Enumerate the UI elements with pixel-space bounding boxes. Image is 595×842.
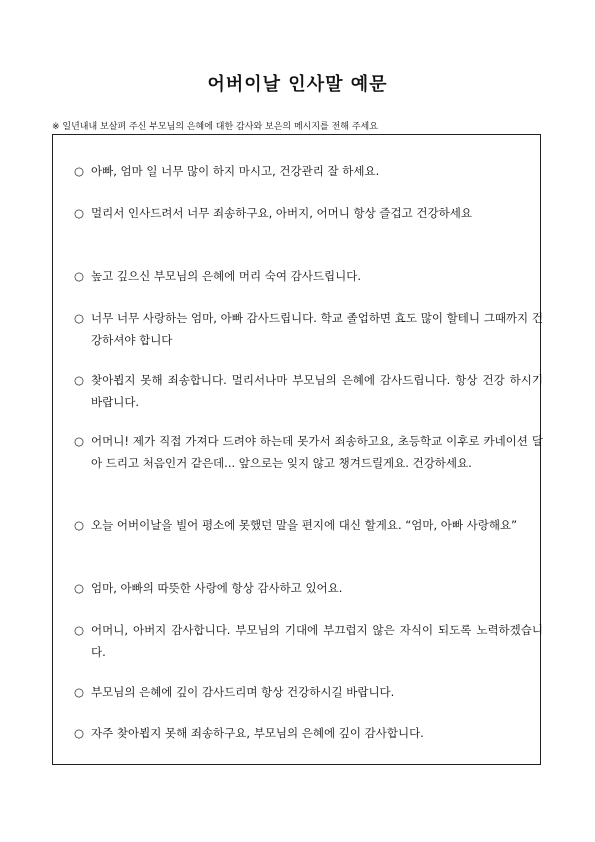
bullet-circle-icon: ○ bbox=[74, 685, 85, 699]
message-text: 높고 깊으신 부모님의 은혜에 머리 숙여 감사드립니다. bbox=[91, 269, 361, 283]
message-item bbox=[74, 160, 543, 182]
message-item bbox=[74, 577, 543, 599]
bullet-circle-icon: ○ bbox=[74, 311, 85, 325]
message-text: 오늘 어버이날을 빌어 평소에 못했던 말을 편지에 대신 할게요. “엄마, 아빠 사랑해요” bbox=[91, 518, 518, 532]
message-text: 어머니, 아버지 감사합니다. 부모님의 기대에 부끄럽지 않은 자식이 되도록 노력하겠습니다. bbox=[91, 623, 543, 659]
message-text: 어머니! 제가 직접 가져다 드려야 하는데 못가서 죄송하고요, 초등학교 이후로 카네이션 달아 드리고 처음인거 같은데... 앞으로는 잊지 않고 챙겨드릴게요. 건강하세요. bbox=[91, 434, 543, 470]
bullet-circle-icon: ○ bbox=[74, 206, 85, 220]
message-text: 아빠, 엄마 일 너무 많이 하지 마시고, 건강관리 잘 하세요. bbox=[91, 164, 380, 178]
message-item bbox=[74, 307, 543, 351]
message-item bbox=[74, 619, 543, 663]
bullet-circle-icon: ○ bbox=[74, 373, 85, 387]
bullet-circle-icon: ○ bbox=[74, 581, 85, 595]
message-item bbox=[74, 722, 543, 744]
message-item bbox=[74, 202, 543, 224]
bullet-circle-icon: ○ bbox=[74, 726, 85, 740]
instruction-note: ※ 일년내내 보살펴 주신 부모님의 은혜에 대한 감사와 보은의 메시지를 전해 주세요 bbox=[52, 122, 378, 132]
bullet-circle-icon: ○ bbox=[74, 434, 85, 448]
message-text: 자주 찾아뵙지 못해 죄송하구요, 부모님의 은혜에 깊이 감사합니다. bbox=[91, 726, 424, 740]
page-title: 어버이날 인사말 예문 bbox=[207, 74, 388, 95]
message-item bbox=[74, 265, 543, 287]
messages-box bbox=[52, 134, 541, 765]
bullet-circle-icon: ○ bbox=[74, 518, 85, 532]
message-text: 멀리서 인사드려서 너무 죄송하구요, 아버지, 어머니 항상 즐겁고 건강하세요 bbox=[91, 206, 472, 220]
message-item bbox=[74, 514, 543, 536]
message-text: 너무 너무 사랑하는 엄마, 아빠 감사드립니다. 학교 졸업하면 효도 많이 할테니 그때까지 건강하셔야 합니다 bbox=[91, 311, 543, 347]
message-text: 엄마, 아빠의 따뜻한 사랑에 항상 감사하고 있어요. bbox=[91, 581, 343, 595]
message-item bbox=[74, 430, 543, 474]
bullet-circle-icon: ○ bbox=[74, 623, 85, 637]
message-item bbox=[74, 369, 543, 413]
bullet-circle-icon: ○ bbox=[74, 269, 85, 283]
message-text: 부모님의 은혜에 깊이 감사드리며 항상 건강하시길 바랍니다. bbox=[91, 685, 395, 699]
message-text: 찾아뵙지 못해 죄송합니다. 멀리서나마 부모님의 은혜에 감사드립니다. 항상 건강 하시기 바랍니다. bbox=[91, 373, 543, 409]
message-item bbox=[74, 681, 543, 703]
bullet-circle-icon: ○ bbox=[74, 164, 85, 178]
